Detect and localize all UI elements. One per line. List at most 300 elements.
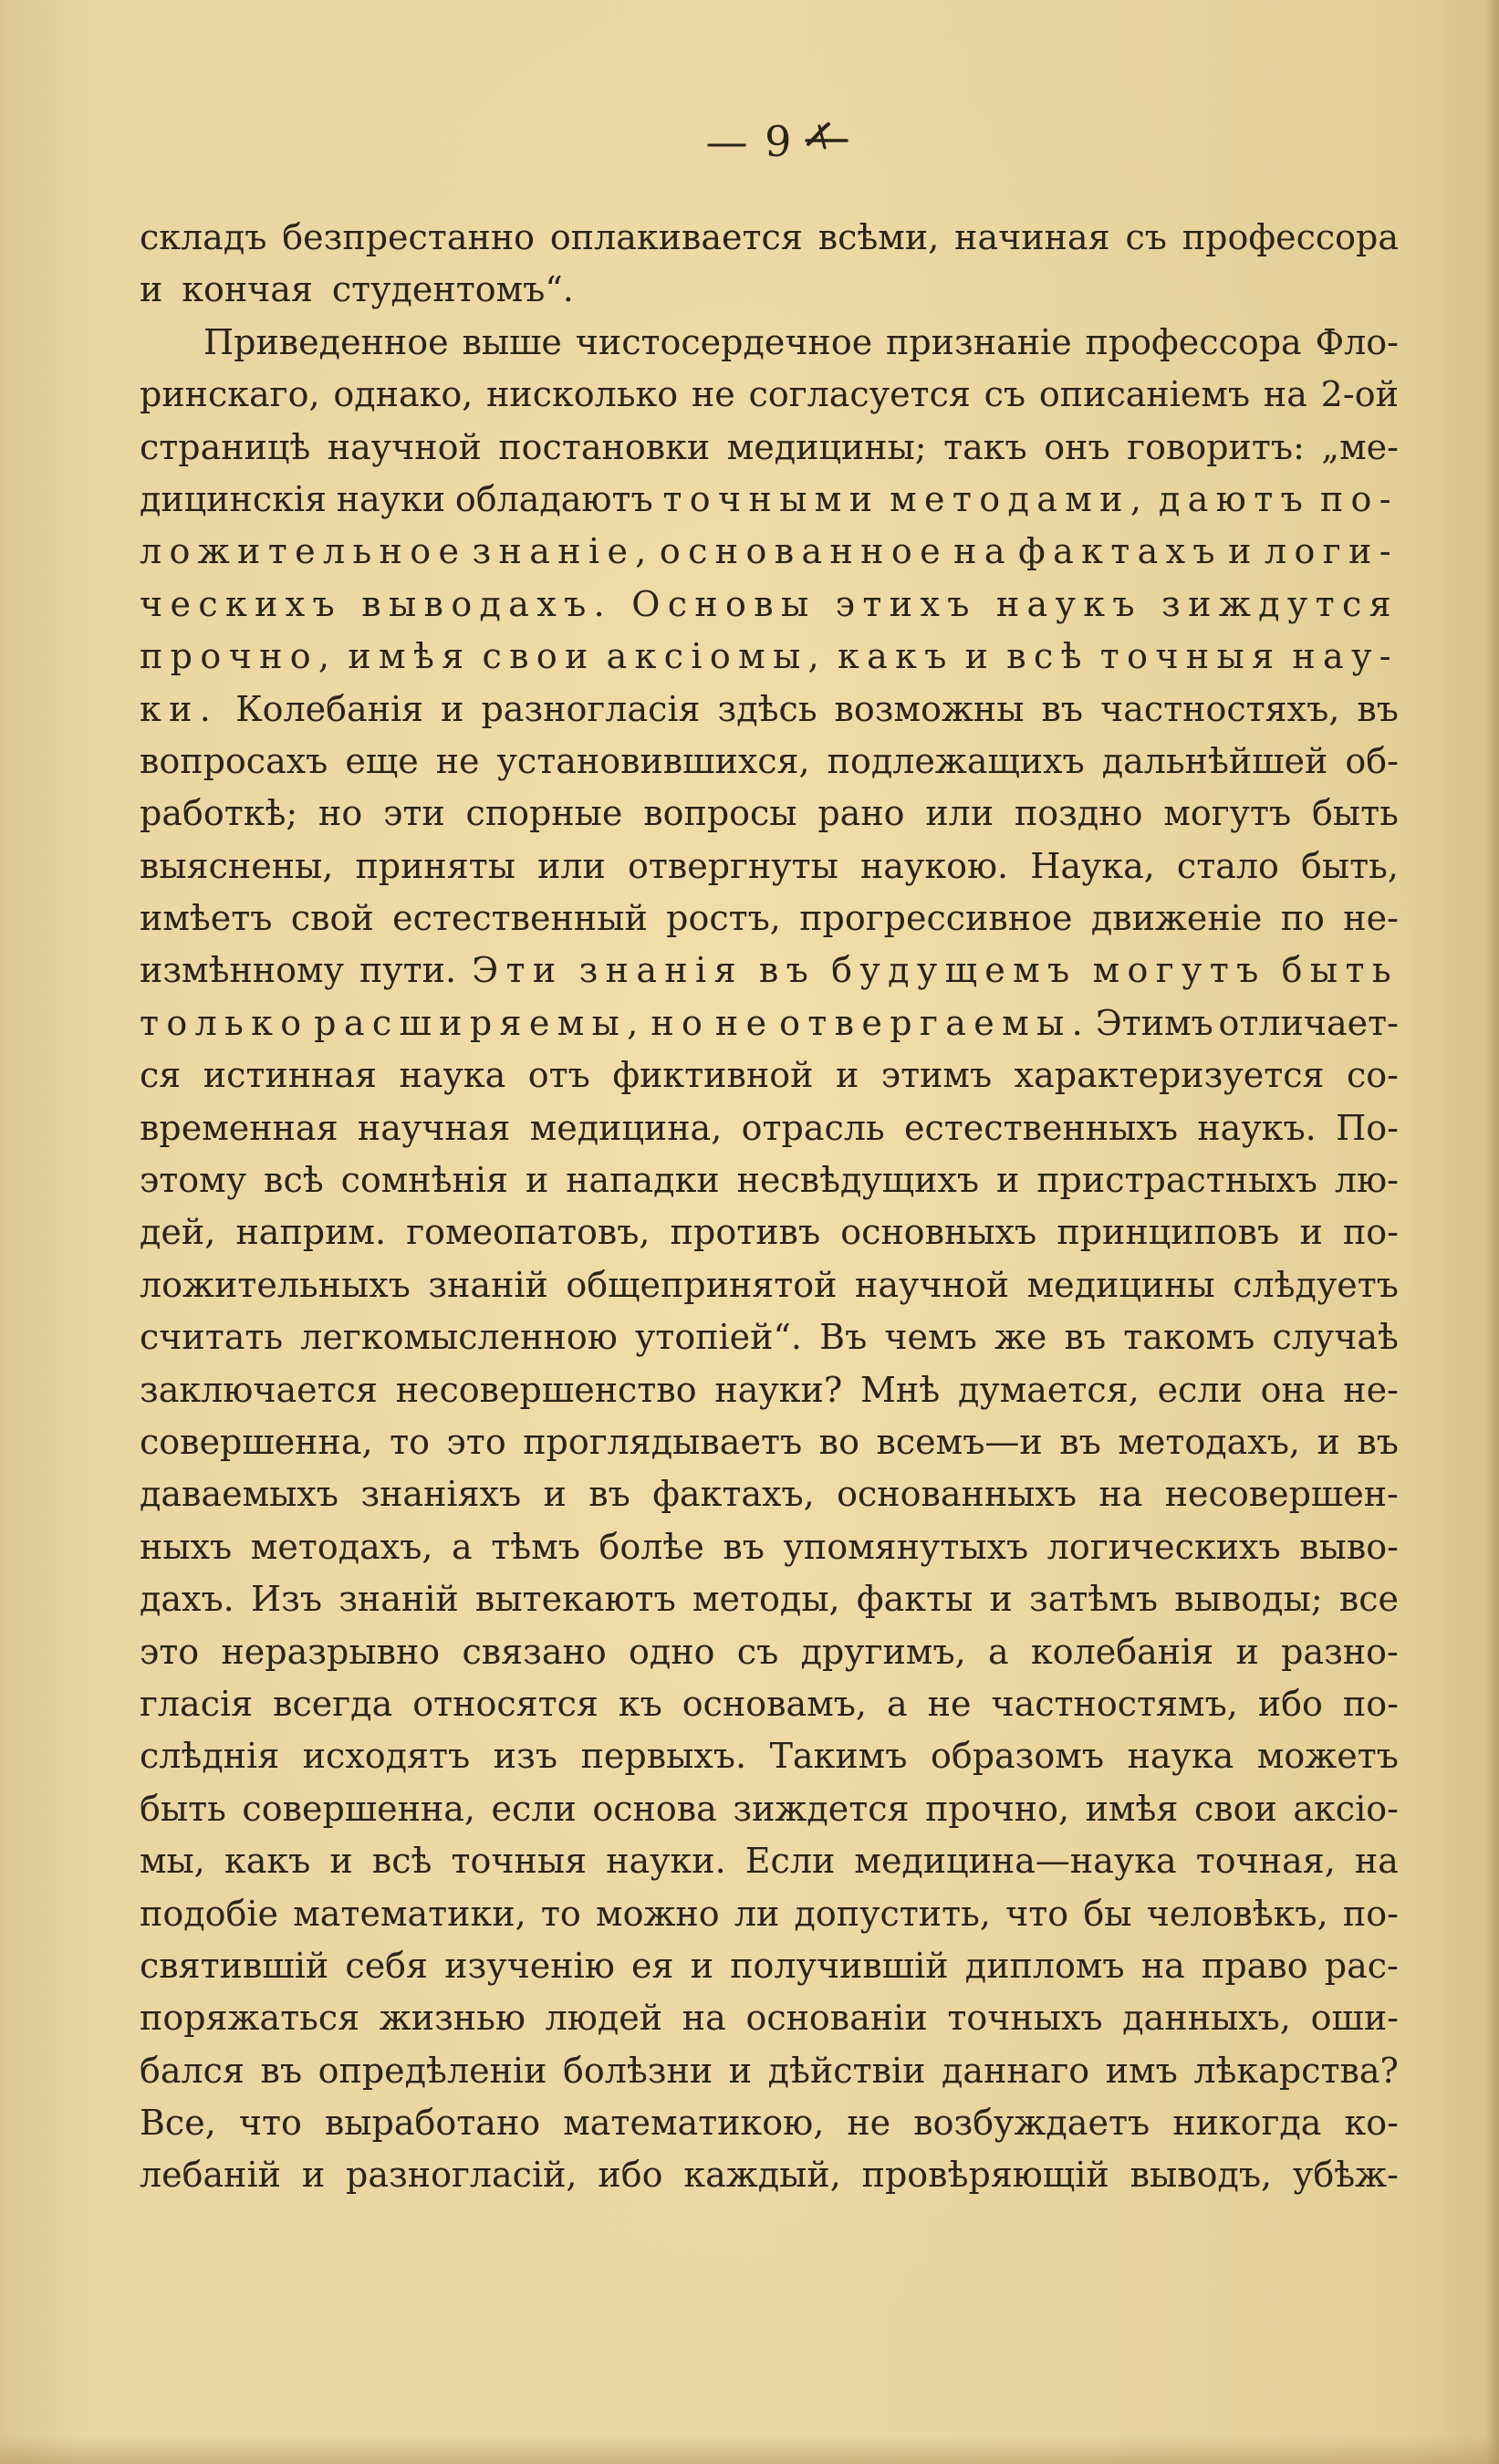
word: одно (629, 1631, 715, 1672)
word: имѣетъ (140, 898, 273, 939)
text-line (140, 422, 1399, 474)
word: прочно, (140, 636, 338, 677)
word: знаній (428, 1264, 548, 1305)
word: это (446, 1421, 506, 1462)
word: знаніе, (472, 531, 654, 572)
word: имъ (1105, 2050, 1178, 2091)
word: убѣж- (1293, 2155, 1399, 2196)
word: лѣкарства? (1193, 2050, 1399, 2091)
text-line (140, 579, 1399, 631)
word: несовершен- (1164, 1474, 1399, 1515)
word: то (390, 1421, 430, 1462)
word: ныхъ (140, 1526, 233, 1567)
word: бался (140, 2050, 245, 2091)
word: святившій (140, 1945, 329, 1986)
word: общепринятой (566, 1264, 838, 1305)
word: математикою, (563, 2103, 825, 2144)
word: нападки (566, 1160, 720, 1201)
word: методы, (692, 1579, 840, 1620)
word: спорные (465, 793, 623, 834)
word: поряжаться (140, 1998, 360, 2039)
word: методами, (890, 478, 1150, 519)
word: выше (462, 321, 562, 362)
word: свой (290, 898, 374, 939)
word: фактахъ (1018, 531, 1223, 572)
word: знаній (338, 1579, 459, 1620)
word: отъ (527, 1055, 590, 1096)
word: медицины; (726, 426, 927, 467)
word: считать (140, 1317, 284, 1358)
word: человѣкъ, (1146, 1893, 1328, 1934)
word: постановки (498, 426, 711, 467)
word: зиждутся (1161, 583, 1399, 624)
word: въ (1059, 1421, 1101, 1462)
word: на (1263, 374, 1307, 415)
word: основамъ, (682, 1683, 868, 1724)
word: въ (1041, 688, 1084, 729)
word: или (537, 845, 606, 886)
word: методахъ, (250, 1526, 433, 1567)
word: упомянутыхъ (783, 1526, 1029, 1567)
word: и (301, 2155, 326, 2196)
word: себя (345, 1945, 429, 1986)
word: Изъ (250, 1579, 322, 1620)
text-line (140, 736, 1399, 788)
word: могутъ (1092, 950, 1266, 991)
word: опредѣленіи (317, 2050, 547, 2091)
word: быть (140, 1788, 226, 1829)
word: ческихъ (140, 583, 343, 624)
word: болѣзни (562, 2050, 713, 2091)
word: возможны (834, 688, 1025, 729)
word: а (887, 1683, 908, 1724)
word: рано (817, 793, 905, 834)
word: характеризуется (1014, 1055, 1325, 1096)
word: утопіей“. (634, 1317, 802, 1358)
word: она (1260, 1369, 1326, 1410)
word: возбуждаетъ (913, 2103, 1150, 2144)
word: болѣе (599, 1526, 704, 1567)
text-line (140, 1364, 1399, 1416)
word: что (1005, 1893, 1069, 1934)
word: ея (631, 1945, 674, 1986)
word: По- (1336, 1107, 1399, 1148)
word: съ (1125, 217, 1167, 257)
word: быть (1281, 950, 1399, 991)
text-line (140, 631, 1399, 683)
word: выводахъ. (361, 583, 613, 624)
text-line (140, 1206, 1399, 1258)
word: и (995, 1160, 1020, 1201)
word: этихъ (835, 583, 977, 624)
word: фактахъ, (652, 1474, 815, 1515)
word: вытекаютъ (474, 1579, 676, 1620)
word: будущемъ (831, 950, 1077, 991)
word: гласія (140, 1683, 254, 1724)
word: еще (345, 740, 419, 781)
word: даваемыхъ (140, 1474, 338, 1515)
word: но (651, 1002, 711, 1043)
word: точная, (1195, 1841, 1336, 1882)
text-line (140, 1940, 1399, 1992)
text-line (140, 526, 1399, 578)
word: свои (482, 636, 596, 677)
word: безпрестанно (282, 217, 536, 257)
text-line (140, 893, 1399, 945)
word: не- (1343, 1369, 1399, 1410)
text-line (140, 997, 1399, 1049)
word: несвѣдущихъ (736, 1160, 980, 1201)
word: ложительное (140, 531, 467, 572)
word: Наука, (1030, 845, 1155, 886)
word: наукою. (859, 845, 1009, 886)
word: несовершенство (395, 1369, 697, 1410)
text-line (140, 684, 1399, 736)
word: людей (545, 1998, 663, 2039)
word: быть, (1300, 845, 1399, 886)
word: наукъ. (1197, 1107, 1317, 1148)
word: методахъ, (1118, 1421, 1300, 1462)
word: относятся (412, 1683, 599, 1724)
word: изученію (444, 1945, 615, 1986)
word: по- (1342, 1212, 1399, 1253)
word: ростъ, (666, 898, 781, 939)
word: студентомъ“. (331, 269, 574, 310)
word: а (988, 1631, 1009, 1672)
word: въ (758, 950, 817, 991)
word: всемъ—и (876, 1421, 1043, 1462)
word: всѣ (371, 1841, 432, 1882)
word: обладаютъ (454, 478, 653, 519)
word: отличает- (1218, 1002, 1399, 1043)
word: этому (140, 1160, 247, 1201)
word: образомъ (930, 1736, 1105, 1777)
word: по (1280, 898, 1325, 939)
word: здѣсь (717, 688, 817, 729)
body-text (140, 212, 1399, 2202)
word: подлежащихъ (827, 740, 1085, 781)
word: и (329, 1841, 353, 1882)
text-line (140, 2149, 1399, 2201)
word: 2-ой (1320, 374, 1399, 415)
word: дей, (140, 1212, 216, 1253)
word: и (1317, 1421, 1340, 1462)
word: или (925, 793, 994, 834)
page-edge-shadow (1486, 0, 1499, 2464)
word: ложительныхъ (140, 1264, 411, 1305)
word: приняты (355, 845, 515, 886)
word: и (690, 1945, 714, 1986)
word: выводы; (1174, 1579, 1323, 1620)
word: факты (856, 1579, 973, 1620)
word: неразрывно (221, 1631, 441, 1672)
word: установившихся, (496, 740, 810, 781)
word: и (525, 1160, 549, 1201)
word: какъ (224, 1841, 311, 1882)
word: только (140, 1002, 309, 1043)
word: описаніемъ (1038, 374, 1251, 415)
word: однако, (333, 374, 474, 415)
word: Все, (140, 2103, 216, 2144)
word: логи- (1265, 531, 1399, 572)
text-line (140, 1468, 1399, 1520)
word: легкомысленною (300, 1317, 618, 1358)
text-line (140, 474, 1399, 526)
word: медицина—наука (854, 1841, 1177, 1882)
word: работкѣ; (140, 793, 298, 834)
word: расширяемы, (314, 1002, 646, 1043)
word: страницѣ (140, 426, 311, 467)
word: движеніе (1090, 898, 1263, 939)
word: основныхъ (840, 1212, 1037, 1253)
text-line (140, 1311, 1399, 1363)
word: Въ (819, 1317, 868, 1358)
word: Этимъ (1095, 1002, 1213, 1043)
word: и (140, 269, 163, 310)
word: по- (1342, 1683, 1399, 1724)
word: жизнью (379, 1998, 526, 2039)
word: но (318, 793, 363, 834)
word: дицинскія (140, 478, 327, 519)
text-line (140, 840, 1399, 893)
word: и (728, 2050, 753, 2091)
word: измѣнному (140, 950, 344, 991)
text-line (140, 1888, 1399, 1940)
word: противъ (670, 1212, 821, 1253)
word: складъ (140, 217, 267, 257)
word: чемъ (884, 1317, 977, 1358)
word: во (818, 1421, 859, 1462)
word: все (1338, 1579, 1399, 1620)
word: сомнѣнія (340, 1160, 508, 1201)
word: въ (1357, 1421, 1399, 1462)
word: математики, (293, 1893, 526, 1934)
word: право (1202, 1945, 1308, 1986)
word: провѣряющій (861, 2155, 1109, 2196)
word: могутъ (1163, 793, 1292, 834)
word: не (714, 1002, 775, 1043)
word: и (964, 636, 996, 677)
word: согласуется (748, 374, 971, 415)
word: по- (1319, 478, 1399, 519)
word: принциповъ (1057, 1212, 1280, 1253)
word: всегда (273, 1683, 393, 1724)
word: связано (462, 1631, 607, 1672)
word: не- (1343, 898, 1399, 939)
word: выводъ, (1129, 2155, 1273, 2196)
word: лебаній (140, 2155, 281, 2196)
word: начиная (954, 217, 1110, 257)
word: Колебанія (235, 688, 424, 729)
word: исходятъ (302, 1736, 471, 1777)
word: разногласія (481, 688, 701, 729)
text-line (140, 788, 1399, 840)
word: аксіомы, (606, 636, 828, 677)
page-bottom-edge (0, 2437, 1499, 2464)
word: медицина, (529, 1107, 723, 1148)
word: точныхъ (947, 1998, 1103, 2039)
word: знанія (578, 950, 744, 991)
word: подобіе (140, 1893, 278, 1934)
word: всѣ (1006, 636, 1089, 677)
word: кончая (182, 269, 313, 310)
text-line (140, 212, 1399, 264)
word: вопросахъ (140, 740, 328, 781)
word: затѣмъ (1029, 1579, 1159, 1620)
word: ки. (140, 688, 219, 729)
word: выво- (1299, 1526, 1399, 1567)
text-line (140, 2045, 1399, 2097)
word: научной (855, 1264, 1010, 1305)
word: не (847, 2103, 891, 2144)
word: имѣя (1085, 1788, 1179, 1829)
word: въ (260, 2050, 303, 2091)
word: совершенна, (242, 1788, 475, 1829)
word: допустить, (794, 1893, 991, 1934)
word: Мнѣ (860, 1369, 941, 1410)
text-line (140, 1783, 1399, 1835)
word: не (691, 374, 735, 415)
word: основанныхъ (837, 1474, 1077, 1515)
word: этимъ (880, 1055, 993, 1096)
word: дипломъ (964, 1945, 1125, 1986)
word: можно (596, 1893, 720, 1934)
word: выяснены, (140, 845, 334, 886)
word: и (543, 1474, 567, 1515)
word: рас- (1324, 1945, 1399, 1986)
word: Основы (631, 583, 817, 624)
word: и (1228, 531, 1259, 572)
word: проглядываетъ (523, 1421, 803, 1462)
word: мы, (140, 1841, 205, 1882)
word: дѣйствіи (767, 2050, 926, 2091)
word: Если (744, 1841, 836, 1882)
word: частностямъ, (991, 1683, 1238, 1724)
word: каждый, (683, 2155, 841, 2196)
word: профессора (1182, 217, 1399, 257)
word: дахъ. (140, 1579, 234, 1620)
word: никогда (1172, 2103, 1322, 2144)
word: даютъ (1159, 478, 1311, 519)
word: въ (723, 1526, 765, 1567)
word: Такимъ (769, 1736, 908, 1777)
word: по- (1342, 1893, 1399, 1934)
word: къ (618, 1683, 662, 1724)
word: на (1098, 1474, 1143, 1515)
word: отвергаемы. (779, 1002, 1091, 1043)
word: наприм. (235, 1212, 387, 1253)
word: пристрастныхъ (1036, 1160, 1317, 1201)
word: аксіо- (1293, 1788, 1399, 1829)
word: гомеопатовъ, (406, 1212, 651, 1253)
pencil-mark-icon (803, 120, 850, 151)
text-line (140, 369, 1399, 421)
word: точныя (451, 1841, 588, 1882)
word: съ (984, 374, 1026, 415)
word: нисколько (486, 374, 679, 415)
word: что (238, 2103, 302, 2144)
word: зиждется (733, 1788, 910, 1829)
word: такомъ (1123, 1317, 1255, 1358)
word: первыхъ. (580, 1736, 747, 1777)
word: тѣмъ (491, 1526, 580, 1567)
text-line (140, 1521, 1399, 1573)
word: ся (140, 1055, 182, 1096)
word: и (989, 1579, 1013, 1620)
word: знаніяхъ (360, 1474, 522, 1515)
word: на (1140, 1945, 1185, 1986)
text-line (140, 1678, 1399, 1730)
word: въ (1357, 688, 1399, 729)
word: ли (734, 1893, 780, 1934)
word: быть (1312, 793, 1399, 834)
word: выработано (324, 2103, 541, 2144)
word: въ (588, 1474, 630, 1515)
word: то (540, 1893, 581, 1934)
page-number: — 9 (705, 117, 794, 166)
word: и (1299, 1212, 1323, 1253)
word: Фло- (1315, 321, 1399, 362)
word: фиктивной (612, 1055, 814, 1096)
word: разногласій, (346, 2155, 578, 2196)
word: съ (736, 1631, 779, 1672)
text-line (140, 1154, 1399, 1206)
word: ко- (1344, 2103, 1399, 2144)
text-line (140, 264, 1399, 316)
word: об- (1345, 740, 1399, 781)
word: на (953, 531, 1013, 572)
word: „ме- (1321, 426, 1399, 467)
word: естественный (392, 898, 648, 939)
word: временная (140, 1107, 338, 1148)
word: Приведенное (203, 321, 449, 362)
word: и (1235, 1631, 1259, 1672)
word: точныя (1099, 636, 1282, 677)
word: истинная (203, 1055, 378, 1096)
word: бы (1083, 1893, 1132, 1934)
word: научной (327, 426, 482, 467)
word: всѣ (264, 1160, 324, 1201)
word: данныхъ, (1122, 1998, 1291, 2039)
word: на (682, 1998, 726, 2039)
word: наука (1127, 1736, 1234, 1777)
word: изъ (493, 1736, 558, 1777)
text-line (140, 2097, 1399, 2149)
word: колебанія (1030, 1631, 1214, 1672)
word: отрасль (741, 1107, 885, 1148)
word: не (927, 1683, 972, 1724)
word: чистосердечное (575, 321, 873, 362)
word: основа (592, 1788, 717, 1829)
word: основанное (659, 531, 948, 572)
word: если (1157, 1369, 1243, 1410)
word: признаніе (886, 321, 1072, 362)
word: оши- (1310, 1998, 1399, 2039)
word: и (835, 1055, 859, 1096)
word: какъ (838, 636, 954, 677)
word: въ (1064, 1317, 1107, 1358)
word: науки (336, 478, 446, 519)
word: стало (1176, 845, 1279, 886)
word: совершенна, (140, 1421, 373, 1462)
word: можетъ (1256, 1736, 1399, 1777)
text-line (140, 945, 1399, 997)
word: вопросы (643, 793, 797, 834)
word: и (441, 688, 464, 729)
word: поздно (1014, 793, 1143, 834)
word: Эти (472, 950, 564, 991)
word: же (994, 1317, 1047, 1358)
